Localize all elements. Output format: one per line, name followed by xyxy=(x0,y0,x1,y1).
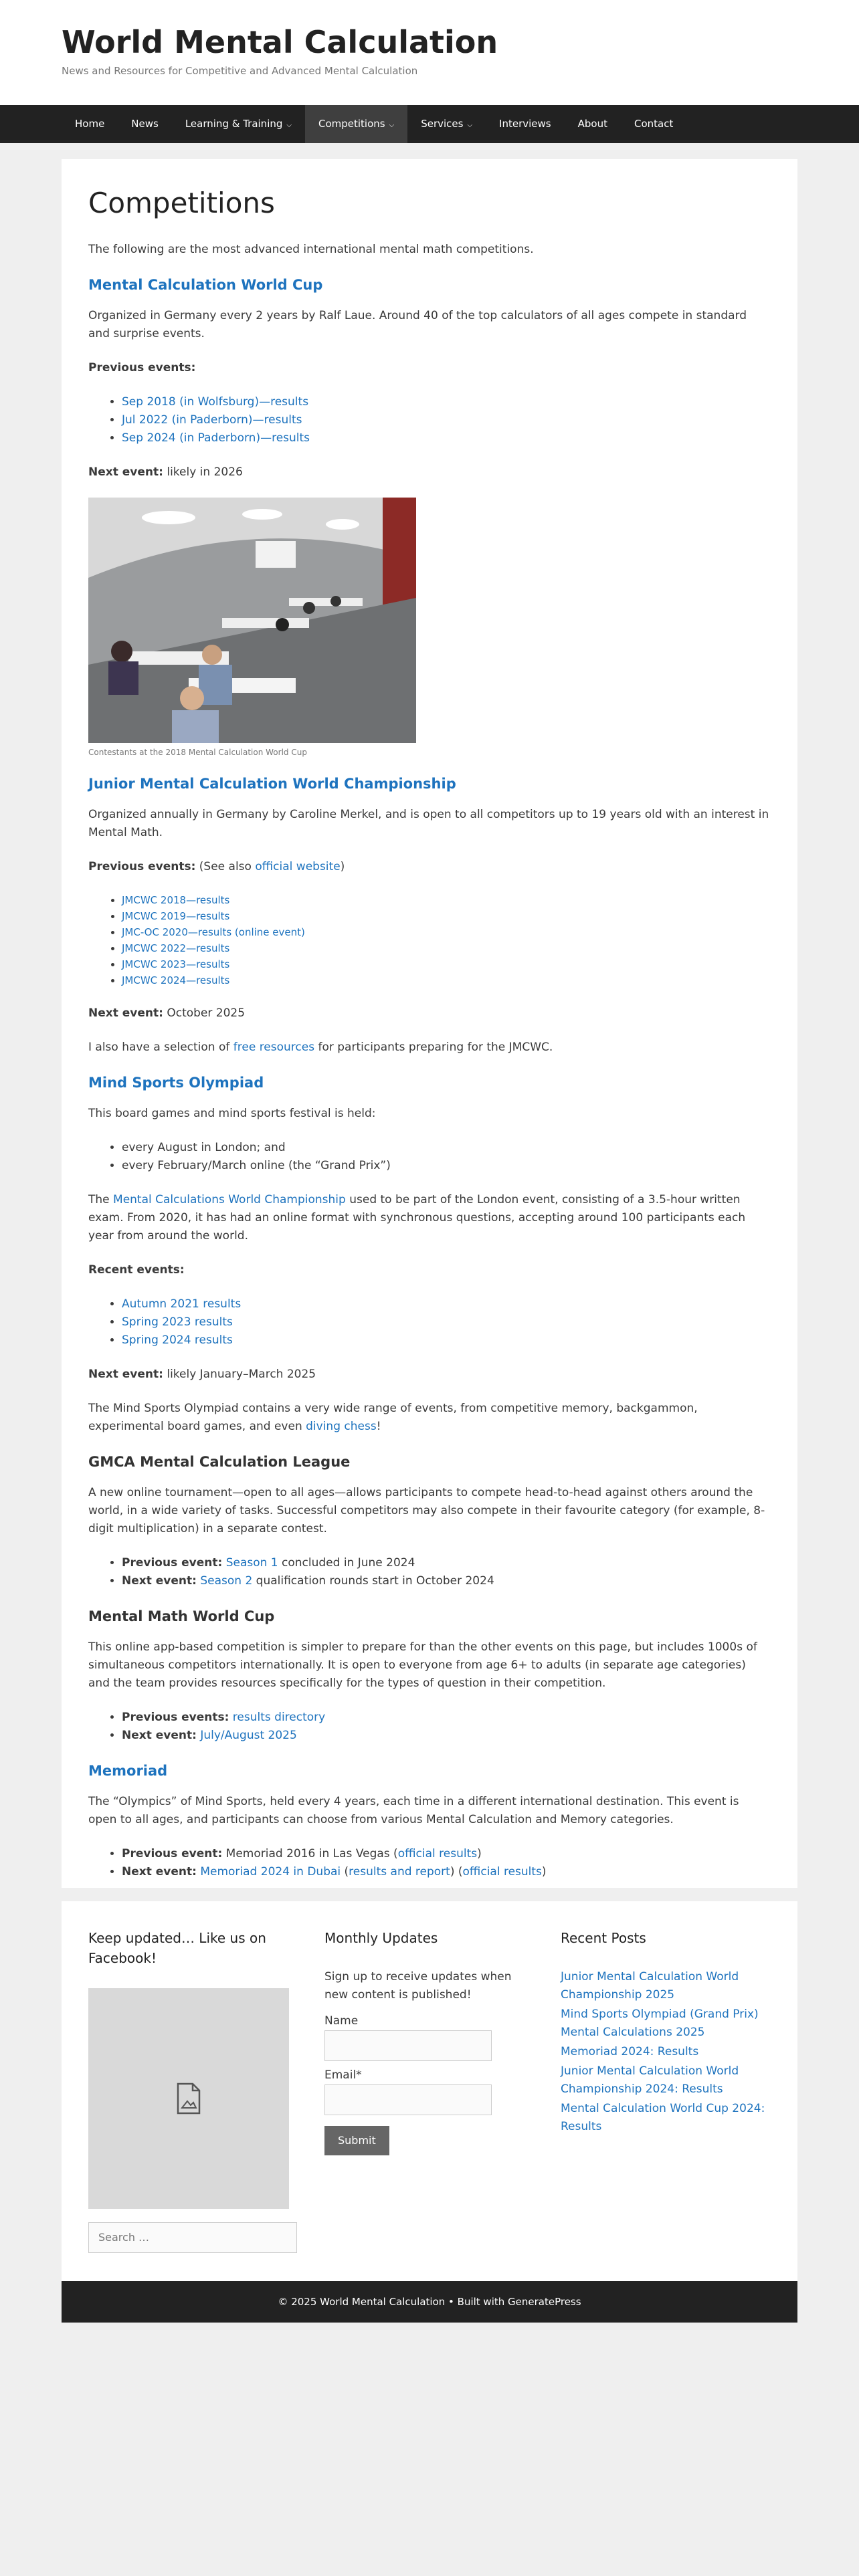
mcwc-prev-label: Previous events: xyxy=(88,361,196,374)
mso-recent-list xyxy=(88,1295,771,1350)
main-content: Competitions The following are the most advanced international mental math competitions. Mental Calculation World Cup Organized in Germany every 2 years by Ralf Laue. Around 40 of the top calculators of all ages compete in standard and surprise events. Previous events: • Sep 2018 (in Wolfsburg)—results • Jul 2022 (in Paderborn)—results • Sep 2024 (in Paderborn)—results Next event: likely in 2026 Contestants at the 2018 Mental Calculation World Cup Junior Mental Calculation World Championship Organized annually in Germany by Caroline Merkel, and is open to all competitors up to 19 years old with an interest in Mental Math. Previous events: (See also official website) • JMCWC 2018—results • JMCWC 2019—results • JMC-OC 2020—results (online event) • JMCWC 2022—results • JMCWC 2023—results • JMCWC 2024—results Next event: October 2025 I also have a selection of free resources for participants preparing for the JMCWC. Mind Sports Olympiad This board games and mind sports festival is held: • every August in London; and • every February/March online (the “Grand Prix”) The Mental Calculations World Championship used to be part of the London event, consisting of a 3.5-hour written exam. From 2020, it has had an online format with synchronous questions, accepting around 100 participants each year from around the world. Recent events: • Autumn 2021 results • Spring 2023 results • Spring 2024 results Next event: likely January–March 2025 The Mind Sports Olympiad contains a very wide range of events, from competitive memory, backgammon, experimental board games, and even diving chess! GMCA Mental Calculation League A new online tournament—open to all ages—allows participants to compete head-to-head against others around the world, in a wide variety of tasks. Successful competitors may also compete in their favourite category (for example, 8-digit multiplication) in a separate contest. • Previous event: Season 1 concluded in June 2024 • Next event: Season 2 qualification rounds start in October 2024 Mental Math World Cup This online app-based competition is simpler to prepare for than the other events on this page, but includes 1000s of simultaneous competitors internationally. It is open to everyone from age 6+ to adults (in separate age categories) and the team provides resources specifically for the types of question in their competition. • Previous events: results directory • Next event: July/August 2025 Memoriad The “Olympics” of Mind Sports, held every 4 years, each time in a different international destination. This event is open to all ages, and participants can choose from various Mental Calculation and Memory categories. • Previous event: Memoriad 2016 in Las Vegas (official results) • Next event: Memoriad 2024 in Dubai (results and report) (official results) xyxy=(62,159,797,1888)
list-item: • every August in London; and xyxy=(122,1139,771,1157)
season-1-link[interactable]: Season 1 xyxy=(225,1556,278,1570)
facebook-widget xyxy=(88,1928,302,2253)
mso-heading[interactable]: Mind Sports Olympiad xyxy=(88,1075,264,1091)
chevron-down-icon: ⌵ xyxy=(467,122,473,129)
mcwc-prev-list xyxy=(88,393,771,447)
search-input[interactable]: Search … xyxy=(88,2222,297,2253)
site-description: News and Resources for Competitive and Advanced Mental Calculation xyxy=(62,65,418,77)
nav-item-home[interactable]: Home xyxy=(75,118,105,130)
mso-next-label: Next event: xyxy=(88,1368,163,1381)
facebook-embed[interactable] xyxy=(88,1988,289,2209)
memoriad-2016-official-results-link[interactable]: official results xyxy=(397,1847,478,1860)
updates-description: Sign up to receive updates when new content is published! xyxy=(324,1970,512,2002)
mcwc-result-link[interactable]: Jul 2022 (in Paderborn)—results xyxy=(122,413,302,427)
photo-caption: Contestants at the 2018 Mental Calculation World Cup xyxy=(88,748,307,757)
jmcwc-result-link[interactable]: JMCWC 2024—results xyxy=(122,974,230,986)
memoriad-events-list: • Previous event: Memoriad 2016 in Las Vegas (official results) • Next event: Memoriad 2024 in Dubai (results and report) (official results) xyxy=(88,1845,771,1881)
mcwc-result-link[interactable]: Sep 2018 (in Wolfsburg)—results xyxy=(122,395,309,409)
jmcwc-result-link[interactable]: JMCWC 2019—results xyxy=(122,910,230,922)
submit-button[interactable]: Submit xyxy=(324,2126,389,2155)
mso-recent-label: Recent events: xyxy=(88,1263,185,1277)
jmcwc-result-link[interactable]: JMCWC 2023—results xyxy=(122,958,230,970)
mso-description: This board games and mind sports festival is held: xyxy=(88,1107,376,1120)
jmcwc-description: Organized annually in Germany by Caroline Merkel, and is open to all competitors up to 19 years old with an interest in Mental Math. xyxy=(88,808,769,839)
recent-post-link[interactable]: Mind Sports Olympiad (Grand Prix) Mental Calculations 2025 xyxy=(561,2008,759,2039)
gmca-heading: GMCA Mental Calculation League xyxy=(88,1454,351,1470)
nav-item-services[interactable]: Services ⌵ xyxy=(421,118,473,130)
updates-widget-title: Monthly Updates xyxy=(324,1930,438,1946)
jmcwc-prev-list xyxy=(88,892,771,988)
memoriad-description: The “Olympics” of Mind Sports, held every 4 years, each time in a different international destination. This event is open to all ages, and participants can choose from various Mental Calculation and Memory categories. xyxy=(88,1795,739,1826)
mso-result-link[interactable]: Spring 2024 results xyxy=(122,1333,233,1347)
mental-calculations-wc-link[interactable]: Mental Calculations World Championship xyxy=(113,1193,346,1206)
memoriad-heading[interactable]: Memoriad xyxy=(88,1763,168,1779)
mso-held-list xyxy=(88,1139,771,1175)
mmwc-next-link[interactable]: July/August 2025 xyxy=(200,1729,297,1742)
memoriad-2024-link[interactable]: Memoriad 2024 in Dubai xyxy=(200,1865,341,1879)
main-navigation xyxy=(0,105,859,143)
free-resources-link[interactable]: free resources xyxy=(233,1041,315,1054)
official-website-link[interactable]: official website xyxy=(255,860,341,873)
recent-post-link[interactable]: Junior Mental Calculation World Championship 2024: Results xyxy=(561,2064,739,2096)
jmcwc-result-link[interactable]: JMCWC 2022—results xyxy=(122,942,230,954)
mso-result-link[interactable]: Spring 2023 results xyxy=(122,1315,233,1329)
nav-item-interviews[interactable]: Interviews xyxy=(499,118,551,130)
mcwc-result-link[interactable]: Sep 2024 (in Paderborn)—results xyxy=(122,431,310,445)
jmcwc-result-link[interactable]: JMCWC 2018—results xyxy=(122,894,230,906)
site-header xyxy=(0,0,859,105)
gmca-description: A new online tournament—open to all ages—allows participants to compete head-to-head against others around the world, in a wide variety of tasks. Successful competitors may also compete in their favourite category (for example, 8-digit multiplication) in a separate contest. xyxy=(88,1486,765,1535)
diving-chess-link[interactable]: diving chess xyxy=(306,1420,377,1433)
intro-text: The following are the most advanced international mental math competitions. xyxy=(88,243,534,256)
nav-item-contact[interactable]: Contact xyxy=(634,118,674,130)
chevron-down-icon: ⌵ xyxy=(389,122,395,129)
list-item: • every February/March online (the “Grand Prix”) xyxy=(122,1157,771,1175)
results-and-report-link[interactable]: results and report xyxy=(349,1865,450,1879)
name-field[interactable] xyxy=(324,2030,492,2061)
email-field[interactable] xyxy=(324,2084,492,2115)
name-label: Name xyxy=(324,2014,359,2028)
footer-widgets xyxy=(62,1901,797,2281)
results-directory-link[interactable]: results directory xyxy=(232,1711,326,1724)
nav-item-competitions[interactable]: Competitions ⌵ xyxy=(305,105,407,143)
recent-posts-title: Recent Posts xyxy=(561,1930,646,1946)
recent-post-link[interactable]: Mental Calculation World Cup 2024: Results xyxy=(561,2102,765,2133)
chevron-down-icon: ⌵ xyxy=(286,122,292,129)
jmcwc-next-value: October 2025 xyxy=(163,1006,246,1020)
mcwc-description: Organized in Germany every 2 years by Ralf Laue. Around 40 of the top calculators of all ages compete in standard and surprise events. xyxy=(88,309,747,340)
monthly-updates-widget xyxy=(324,1928,525,2155)
recent-posts-widget xyxy=(561,1928,775,2137)
nav-item-learning-training[interactable]: Learning & Training ⌵ xyxy=(185,118,292,130)
nav-item-news[interactable]: News xyxy=(131,118,159,130)
gmca-events-list: • Previous event: Season 1 concluded in June 2024 • Next event: Season 2 qualification rounds start in October 2024 xyxy=(88,1554,771,1590)
email-label: Email* xyxy=(324,2068,362,2082)
facebook-widget-title: Keep updated… Like us on Facebook! xyxy=(88,1930,266,1966)
image-icon xyxy=(175,2082,202,2115)
mmwc-heading: Mental Math World Cup xyxy=(88,1608,275,1624)
contestants-photo xyxy=(88,498,416,743)
site-title[interactable]: World Mental Calculation xyxy=(62,24,498,60)
season-2-link[interactable]: Season 2 xyxy=(200,1574,253,1588)
recent-post-link[interactable]: Memoriad 2024: Results xyxy=(561,2045,699,2058)
mso-result-link[interactable]: Autumn 2021 results xyxy=(122,1297,242,1311)
jmcwc-prev-label: Previous events: xyxy=(88,860,196,873)
mmwc-description: This online app-based competition is simpler to prepare for than the other events on this page, but includes 1000s of simultaneous competitors internationally. It is open to everyone from age 6+ to adults (in separate age categories) and the team provides resources specifically for the types of question in their competition. xyxy=(88,1640,757,1690)
memoriad-2024-official-results-link[interactable]: official results xyxy=(462,1865,542,1879)
nav-item-about[interactable]: About xyxy=(577,118,607,130)
mcwc-next-label: Next event: xyxy=(88,465,163,479)
mmwc-events-list: • Previous events: results directory • Next event: July/August 2025 xyxy=(88,1709,771,1745)
recent-post-link[interactable]: Junior Mental Calculation World Championship 2025 xyxy=(561,1970,739,2002)
mcwc-next-value: likely in 2026 xyxy=(163,465,243,479)
jmcwc-heading[interactable]: Junior Mental Calculation World Championship xyxy=(88,776,456,792)
mcwc-heading[interactable]: Mental Calculation World Cup xyxy=(88,277,323,293)
copyright-bar: © 2025 World Mental Calculation • Built with GeneratePress xyxy=(62,2281,797,2323)
jmcwc-result-link[interactable]: JMC-OC 2020—results (online event) xyxy=(122,926,305,938)
jmcwc-next-label: Next event: xyxy=(88,1006,163,1020)
page-title: Competitions xyxy=(88,187,275,219)
mso-next-value: likely January–March 2025 xyxy=(163,1368,316,1381)
